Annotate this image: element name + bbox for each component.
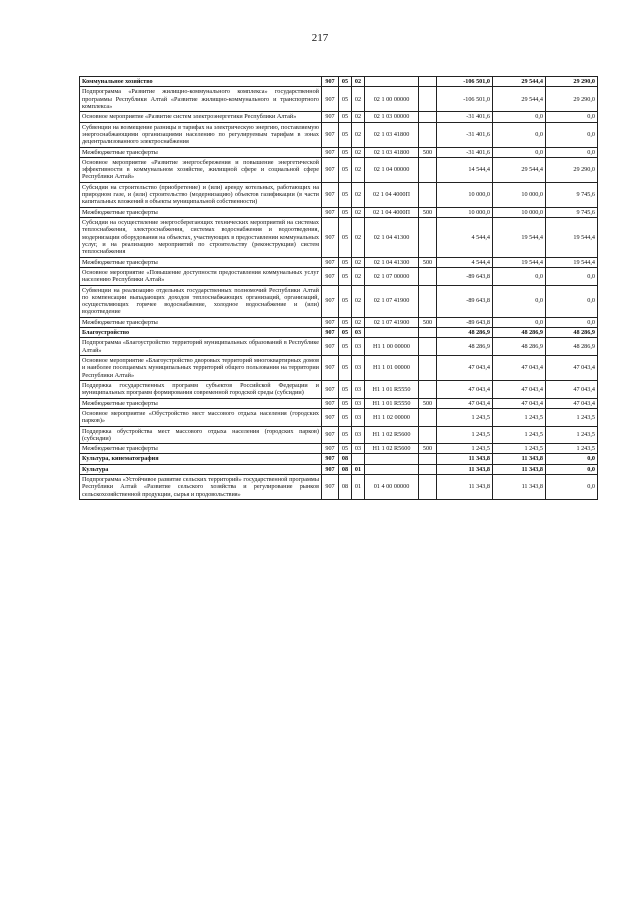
target-article-cell: 02 1 00 00000: [365, 87, 419, 112]
amount-cell-2: 19 544,4: [493, 257, 546, 267]
row-name-cell: Субсидии на осуществление энергосберегающих технических мероприятий на системах теплоснабжения, электроснабжения, системах водоснабжения и водоотведения, модернизации оборудования на объектах, участвующих в предоставлении коммунальных услуг, и на реализацию мероприятий по строительству (реконструкции) систем теплоснабжения: [80, 218, 322, 258]
amount-cell-1: -31 401,6: [437, 112, 493, 122]
ministry-code-cell: 907: [322, 207, 339, 217]
table-row: [80, 218, 598, 258]
ministry-code-cell: 907: [322, 257, 339, 267]
subsection-code-cell: 03: [352, 398, 365, 408]
subsection-code-cell: 02: [352, 207, 365, 217]
target-article-cell: Н1 1 02 00000: [365, 408, 419, 426]
amount-cell-3: 47 043,4: [546, 380, 598, 398]
row-name-cell: Подпрограмма «Благоустройство территорий муниципальных образований в Республике Алтай»: [80, 338, 322, 356]
amount-cell-1: 1 243,5: [437, 408, 493, 426]
table-body: [80, 77, 598, 500]
row-name-cell: Подпрограмма «Устойчивое развитие сельских территорий» государственной программы Республики Алтай «Развитие сельского хозяйства и регулирование рынков сельскохозяйственной продукции, сырья и продовольствия»: [80, 475, 322, 500]
amount-cell-1: -31 401,6: [437, 147, 493, 157]
section-code-cell: 05: [339, 398, 352, 408]
target-article-cell: [365, 464, 419, 474]
row-name-cell: Субвенции на реализацию отдельных государственных полномочий Республики Алтай по компенсации выпадающих доходов теплоснабжающих организаций, организаций, осуществляющих горячее водоснабжение, холодное водоснабжение и (или) водоотведение: [80, 285, 322, 317]
row-name-cell: Поддержка обустройства мест массового отдыха населения (городских парков) (субсидии): [80, 426, 322, 444]
row-name-cell: Межбюджетные трансферты: [80, 317, 322, 327]
ministry-code-cell: 907: [322, 356, 339, 381]
amount-cell-1: 47 043,4: [437, 380, 493, 398]
amount-cell-3: 9 745,6: [546, 207, 598, 217]
amount-cell-1: 48 286,9: [437, 338, 493, 356]
row-name-cell: Межбюджетные трансферты: [80, 398, 322, 408]
subsection-code-cell: 03: [352, 380, 365, 398]
row-name-cell: Подпрограмма «Развитие жилищно-коммунального комплекса» государственной программы Республики Алтай «Развитие жилищно-коммунального и транспортного комплекса»: [80, 87, 322, 112]
amount-cell-1: 47 043,4: [437, 356, 493, 381]
expense-type-cell: [419, 328, 437, 338]
section-code-cell: 05: [339, 218, 352, 258]
subsection-code-cell: 03: [352, 444, 365, 454]
amount-cell-1: 11 343,8: [437, 464, 493, 474]
target-article-cell: 02 1 03 41800: [365, 122, 419, 147]
table-row: [80, 87, 598, 112]
table-row: [80, 426, 598, 444]
amount-cell-3: 29 290,0: [546, 157, 598, 182]
table-row: [80, 317, 598, 327]
target-article-cell: 02 1 07 41900: [365, 285, 419, 317]
table-row: [80, 77, 598, 87]
expense-type-cell: [419, 380, 437, 398]
target-article-cell: 02 1 04 4000П: [365, 182, 419, 207]
subsection-code-cell: 02: [352, 87, 365, 112]
amount-cell-2: 0,0: [493, 267, 546, 285]
expense-type-cell: [419, 475, 437, 500]
amount-cell-3: 19 544,4: [546, 218, 598, 258]
amount-cell-3: 1 243,5: [546, 408, 598, 426]
amount-cell-1: 10 000,0: [437, 182, 493, 207]
target-article-cell: Н1 1 00 00000: [365, 338, 419, 356]
ministry-code-cell: 907: [322, 426, 339, 444]
ministry-code-cell: 907: [322, 122, 339, 147]
amount-cell-2: 1 243,5: [493, 426, 546, 444]
ministry-code-cell: 907: [322, 328, 339, 338]
row-name-cell: Культура, кинематография: [80, 454, 322, 464]
amount-cell-1: 4 544,4: [437, 218, 493, 258]
section-code-cell: 05: [339, 147, 352, 157]
expense-type-cell: [419, 454, 437, 464]
ministry-code-cell: 907: [322, 398, 339, 408]
amount-cell-2: 0,0: [493, 285, 546, 317]
amount-cell-3: 48 286,9: [546, 328, 598, 338]
ministry-code-cell: 907: [322, 285, 339, 317]
subsection-code-cell: [352, 454, 365, 464]
target-article-cell: 01 4 00 00000: [365, 475, 419, 500]
amount-cell-2: 0,0: [493, 122, 546, 147]
subsection-code-cell: 03: [352, 408, 365, 426]
amount-cell-1: 10 000,0: [437, 207, 493, 217]
section-code-cell: 05: [339, 182, 352, 207]
section-code-cell: 08: [339, 464, 352, 474]
target-article-cell: 02 1 04 4000П: [365, 207, 419, 217]
amount-cell-2: 47 043,4: [493, 380, 546, 398]
section-code-cell: 05: [339, 328, 352, 338]
row-name-cell: Основное мероприятие «Повышение доступности предоставления коммунальных услуг населению Республики Алтай»: [80, 267, 322, 285]
expense-type-cell: 500: [419, 317, 437, 327]
subsection-code-cell: 02: [352, 267, 365, 285]
ministry-code-cell: 907: [322, 77, 339, 87]
subsection-code-cell: 02: [352, 182, 365, 207]
ministry-code-cell: 907: [322, 87, 339, 112]
amount-cell-3: 29 290,0: [546, 87, 598, 112]
target-article-cell: 02 1 04 41300: [365, 257, 419, 267]
expense-type-cell: 500: [419, 207, 437, 217]
ministry-code-cell: 907: [322, 157, 339, 182]
target-article-cell: 02 1 07 00000: [365, 267, 419, 285]
amount-cell-2: 11 343,8: [493, 454, 546, 464]
amount-cell-3: 0,0: [546, 454, 598, 464]
section-code-cell: 05: [339, 408, 352, 426]
subsection-code-cell: 03: [352, 338, 365, 356]
section-code-cell: 05: [339, 207, 352, 217]
amount-cell-2: 29 544,4: [493, 77, 546, 87]
section-code-cell: 08: [339, 454, 352, 464]
table-row: [80, 122, 598, 147]
expense-type-cell: [419, 77, 437, 87]
expense-type-cell: 500: [419, 444, 437, 454]
subsection-code-cell: 01: [352, 464, 365, 474]
amount-cell-2: 29 544,4: [493, 87, 546, 112]
row-name-cell: Благоустройство: [80, 328, 322, 338]
row-name-cell: Культура: [80, 464, 322, 474]
table-row: [80, 398, 598, 408]
row-name-cell: Межбюджетные трансферты: [80, 147, 322, 157]
row-name-cell: Межбюджетные трансферты: [80, 207, 322, 217]
amount-cell-2: 0,0: [493, 112, 546, 122]
budget-table: [79, 76, 598, 500]
amount-cell-1: -106 501,0: [437, 77, 493, 87]
ministry-code-cell: 907: [322, 112, 339, 122]
subsection-code-cell: 02: [352, 157, 365, 182]
amount-cell-3: 0,0: [546, 122, 598, 147]
amount-cell-3: 1 243,5: [546, 426, 598, 444]
section-code-cell: 05: [339, 257, 352, 267]
table-row: [80, 328, 598, 338]
table-row: [80, 267, 598, 285]
section-code-cell: 05: [339, 87, 352, 112]
amount-cell-2: 29 544,4: [493, 157, 546, 182]
row-name-cell: Поддержка государственных программ субъектов Российской Федерации и муниципальных программ формирования современной городской среды (субсидии): [80, 380, 322, 398]
amount-cell-1: -89 643,8: [437, 267, 493, 285]
expense-type-cell: 500: [419, 147, 437, 157]
amount-cell-2: 11 343,8: [493, 475, 546, 500]
row-name-cell: Основное мероприятие «Развитие систем электроэнергетики Республики Алтай»: [80, 112, 322, 122]
row-name-cell: Основное мероприятие «Обустройство мест массового отдыха населения (городских парков)»: [80, 408, 322, 426]
table-row: [80, 356, 598, 381]
expense-type-cell: 500: [419, 398, 437, 408]
section-code-cell: 05: [339, 267, 352, 285]
ministry-code-cell: 907: [322, 380, 339, 398]
ministry-code-cell: 907: [322, 454, 339, 464]
target-article-cell: Н1 1 01 00000: [365, 356, 419, 381]
subsection-code-cell: 02: [352, 317, 365, 327]
amount-cell-3: 0,0: [546, 112, 598, 122]
table-row: [80, 147, 598, 157]
ministry-code-cell: 907: [322, 218, 339, 258]
table-row: [80, 285, 598, 317]
row-name-cell: Субвенции на возмещение разницы в тарифах на электрическую энергию, поставляемую энергоснабжающими организациями населению по регулируемым тарифам в зонах децентрализованного электроснабжения: [80, 122, 322, 147]
row-name-cell: Основное мероприятие «Благоустройство дворовых территорий многоквартирных домов и наиболее посещаемых муниципальных территорий общего пользования на территории Республики Алтай»: [80, 356, 322, 381]
expense-type-cell: [419, 157, 437, 182]
amount-cell-2: 0,0: [493, 147, 546, 157]
amount-cell-1: 4 544,4: [437, 257, 493, 267]
expense-type-cell: [419, 464, 437, 474]
amount-cell-3: 1 243,5: [546, 444, 598, 454]
table-row: [80, 157, 598, 182]
ministry-code-cell: 907: [322, 147, 339, 157]
expense-type-cell: [419, 218, 437, 258]
section-code-cell: 05: [339, 317, 352, 327]
target-article-cell: 02 1 03 00000: [365, 112, 419, 122]
amount-cell-3: 19 544,4: [546, 257, 598, 267]
table-row: [80, 182, 598, 207]
subsection-code-cell: 02: [352, 285, 365, 317]
amount-cell-1: 47 043,4: [437, 398, 493, 408]
section-code-cell: 05: [339, 444, 352, 454]
ministry-code-cell: 907: [322, 182, 339, 207]
table-row: [80, 112, 598, 122]
amount-cell-1: -106 501,0: [437, 87, 493, 112]
target-article-cell: 02 1 07 41900: [365, 317, 419, 327]
expense-type-cell: [419, 338, 437, 356]
amount-cell-3: 9 745,6: [546, 182, 598, 207]
ministry-code-cell: 907: [322, 475, 339, 500]
amount-cell-1: 1 243,5: [437, 444, 493, 454]
subsection-code-cell: 03: [352, 328, 365, 338]
target-article-cell: 02 1 04 00000: [365, 157, 419, 182]
ministry-code-cell: 907: [322, 267, 339, 285]
expense-type-cell: 500: [419, 257, 437, 267]
subsection-code-cell: 02: [352, 122, 365, 147]
section-code-cell: 05: [339, 77, 352, 87]
amount-cell-3: 0,0: [546, 267, 598, 285]
expense-type-cell: [419, 285, 437, 317]
section-code-cell: 05: [339, 380, 352, 398]
table-row: [80, 408, 598, 426]
row-name-cell: Межбюджетные трансферты: [80, 444, 322, 454]
target-article-cell: 02 1 04 41300: [365, 218, 419, 258]
amount-cell-2: 10 000,0: [493, 207, 546, 217]
section-code-cell: 08: [339, 475, 352, 500]
amount-cell-3: 0,0: [546, 285, 598, 317]
subsection-code-cell: 02: [352, 112, 365, 122]
page-number: 217: [311, 32, 329, 44]
expense-type-cell: [419, 87, 437, 112]
table-row: [80, 380, 598, 398]
row-name-cell: Коммунальное хозяйство: [80, 77, 322, 87]
amount-cell-1: -89 643,8: [437, 285, 493, 317]
amount-cell-1: -89 643,8: [437, 317, 493, 327]
section-code-cell: 05: [339, 122, 352, 147]
expense-type-cell: [419, 267, 437, 285]
subsection-code-cell: 01: [352, 475, 365, 500]
section-code-cell: 05: [339, 338, 352, 356]
target-article-cell: Н1 1 01 R5550: [365, 398, 419, 408]
expense-type-cell: [419, 122, 437, 147]
ministry-code-cell: 907: [322, 444, 339, 454]
expense-type-cell: [419, 112, 437, 122]
section-code-cell: 05: [339, 356, 352, 381]
expense-type-cell: [419, 182, 437, 207]
table-row: [80, 475, 598, 500]
amount-cell-1: 11 343,8: [437, 454, 493, 464]
table-row: [80, 454, 598, 464]
target-article-cell: 02 1 03 41800: [365, 147, 419, 157]
amount-cell-2: 10 000,0: [493, 182, 546, 207]
amount-cell-3: 48 286,9: [546, 338, 598, 356]
target-article-cell: Н1 1 02 R5600: [365, 426, 419, 444]
target-article-cell: Н1 1 01 R5550: [365, 380, 419, 398]
ministry-code-cell: 907: [322, 317, 339, 327]
table-row: [80, 257, 598, 267]
amount-cell-2: 0,0: [493, 317, 546, 327]
amount-cell-2: 48 286,9: [493, 328, 546, 338]
amount-cell-1: 11 343,8: [437, 475, 493, 500]
target-article-cell: [365, 454, 419, 464]
amount-cell-2: 48 286,9: [493, 338, 546, 356]
subsection-code-cell: 02: [352, 77, 365, 87]
ministry-code-cell: 907: [322, 338, 339, 356]
amount-cell-2: 1 243,5: [493, 408, 546, 426]
amount-cell-3: 47 043,4: [546, 398, 598, 408]
amount-cell-3: 47 043,4: [546, 356, 598, 381]
subsection-code-cell: 03: [352, 356, 365, 381]
table-row: [80, 338, 598, 356]
subsection-code-cell: 02: [352, 147, 365, 157]
amount-cell-2: 1 243,5: [493, 444, 546, 454]
subsection-code-cell: 02: [352, 257, 365, 267]
amount-cell-3: 0,0: [546, 317, 598, 327]
target-article-cell: [365, 77, 419, 87]
amount-cell-3: 0,0: [546, 475, 598, 500]
subsection-code-cell: 02: [352, 218, 365, 258]
amount-cell-2: 47 043,4: [493, 356, 546, 381]
expense-type-cell: [419, 408, 437, 426]
ministry-code-cell: 907: [322, 464, 339, 474]
section-code-cell: 05: [339, 112, 352, 122]
table-row: [80, 444, 598, 454]
expense-type-cell: [419, 426, 437, 444]
amount-cell-1: -31 401,6: [437, 122, 493, 147]
table-row: [80, 464, 598, 474]
expense-type-cell: [419, 356, 437, 381]
row-name-cell: Субсидии на строительство (приобретение) и (или) аренду котельных, работающих на природном газе, и (или) строительство (модернизацию) объектов газификации (в части капитальных вложений в объекты муниципальной собственности): [80, 182, 322, 207]
row-name-cell: Основное мероприятие «Развитие энергосбережения и повышение энергетической эффективности в коммунальном хозяйстве, жилищной сфере и социальной сфере Республики Алтай»: [80, 157, 322, 182]
target-article-cell: Н1 1 02 R5600: [365, 444, 419, 454]
amount-cell-1: 14 544,4: [437, 157, 493, 182]
amount-cell-3: 0,0: [546, 464, 598, 474]
amount-cell-1: 48 286,9: [437, 328, 493, 338]
row-name-cell: Межбюджетные трансферты: [80, 257, 322, 267]
amount-cell-1: 1 243,5: [437, 426, 493, 444]
section-code-cell: 05: [339, 285, 352, 317]
section-code-cell: 05: [339, 426, 352, 444]
section-code-cell: 05: [339, 157, 352, 182]
amount-cell-3: 0,0: [546, 147, 598, 157]
amount-cell-2: 19 544,4: [493, 218, 546, 258]
amount-cell-2: 11 343,8: [493, 464, 546, 474]
table-row: [80, 207, 598, 217]
amount-cell-3: 29 290,0: [546, 77, 598, 87]
target-article-cell: [365, 328, 419, 338]
ministry-code-cell: 907: [322, 408, 339, 426]
amount-cell-2: 47 043,4: [493, 398, 546, 408]
subsection-code-cell: 03: [352, 426, 365, 444]
